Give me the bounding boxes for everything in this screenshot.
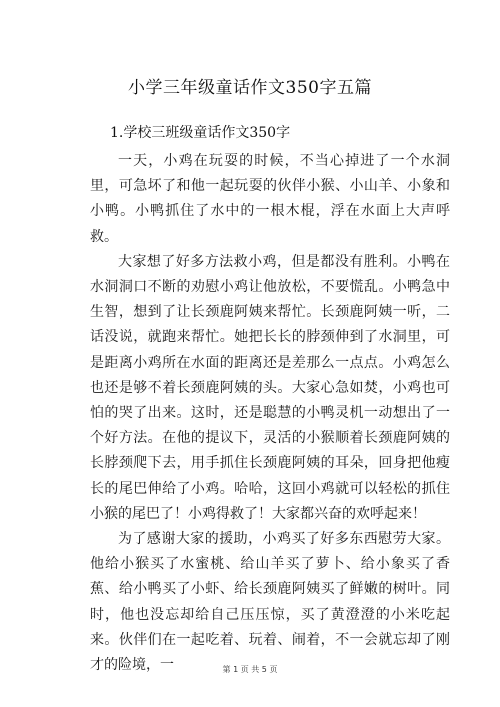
paragraph-2: 大家想了好多方法救小鸡，但是都没有胜利。小鸭在水洞洞口不断的劝慰小鸡让他放松，不要慌乱。小鸭急中生智，想到了让长颈鹿阿姨来帮忙。长颈鹿阿姨一听，二话没说，就跑来帮忙。她把长长的脖颈伸到了水洞里，可是距离小鸡所在水面的距离还是差那么一点点。小鸡怎么也还是够不着长颈鹿阿姨的头。大家心急如焚，小鸡也可怕的哭了出来。这时，还是聪慧的小鸭灵机一动想出了一个好方法。在他的提议下，灵活的小猴顺着长颈鹿阿姨的长脖颈爬下去，用手抓住长颈鹿阿姨的耳朵，回身把他瘦长的尾巴伸给了小鸡。哈哈，这回小鸡就可以轻松的抓住小猴的尾巴了！小鸡得救了！大家都兴奋的欢呼起来！ xyxy=(90,253,450,522)
paragraph-1: 一天，小鸡在玩耍的时候，不当心掉进了一个水洞里，可急坏了和他一起玩耍的伙伴小猴、小山羊、小象和小鸭。小鸭抓住了水中的一根木棍，浮在水面上大声呼救。 xyxy=(90,153,450,245)
paragraph-3: 为了感谢大家的援助，小鸡买了好多东西慰劳大家。他给小猴买了水蜜桃、给山羊买了萝卜、给小象买了香蕉、给小鸭买了小虾、给长颈鹿阿姨买了鲜嫩的树叶。同时，他也没忘却给自己压压惊，买了黄澄澄的小米吃起来。伙伴们在一起吃着、玩着、闹着，不一会就忘却了刚才的险境，一 xyxy=(90,531,450,674)
body-text xyxy=(90,149,450,678)
page-title: 小学三年级童话作文350字五篇 xyxy=(128,78,372,98)
section-heading: 1.学校三班级童话作文350字 xyxy=(110,125,291,141)
page-footer: 第 1 页 共 5 页 xyxy=(222,665,278,674)
